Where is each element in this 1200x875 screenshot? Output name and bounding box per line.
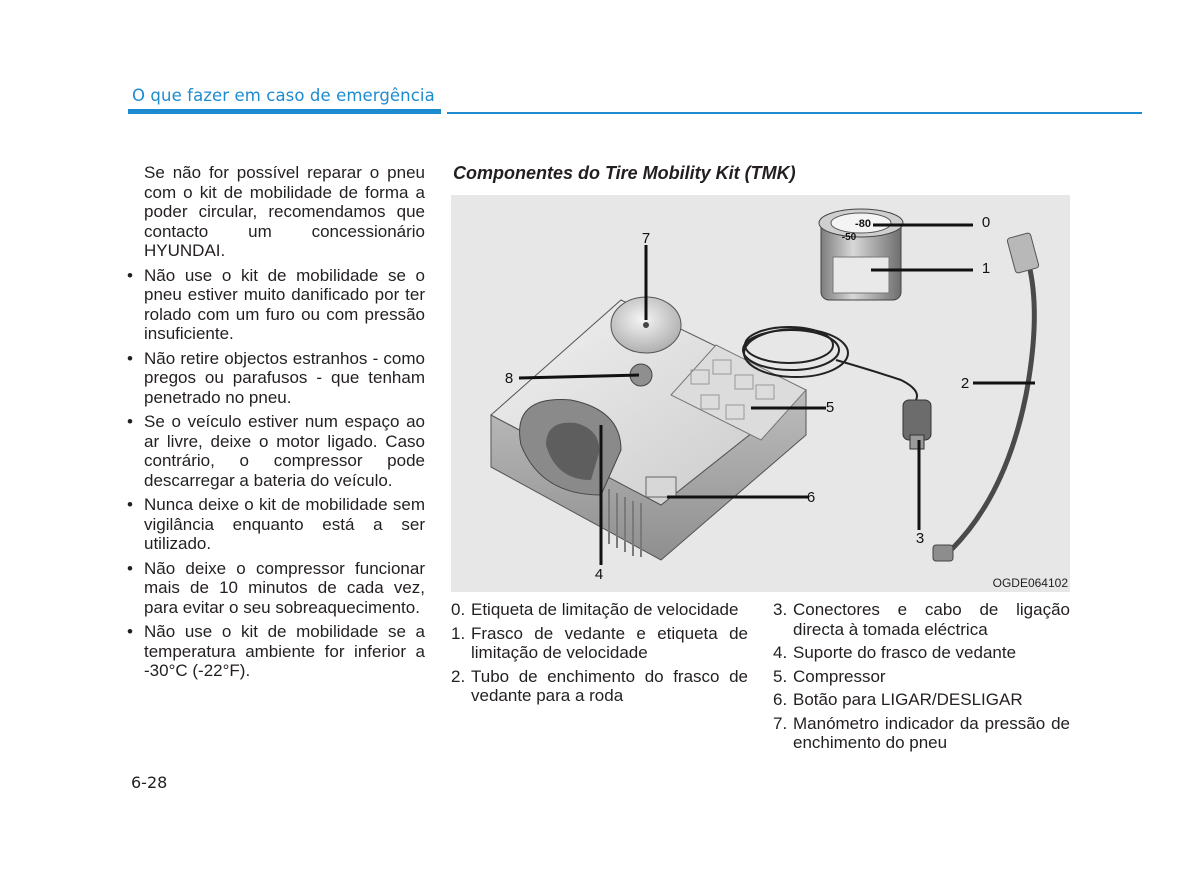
speed-label-text: -80 [855,218,871,230]
list-item-text: Não retire objectos estranhos - como pregos ou parafusos - que tenham penetrado no pneu. [144,348,425,407]
component-item [773,667,1070,687]
list-item-text: Não use o kit de mobilidade se o pneu estiver muito danificado por ter rolado com um furo ou com pressão insuficiente. [144,265,425,343]
intro-paragraph: Se não for possível reparar o pneu com o kit de mobilidade de forma a poder circular, recomendamos que contacto um concessionário HYUNDAI. [144,163,425,260]
callout-4: 4 [594,566,604,583]
list-item-text: Não use o kit de mobilidade se a temperatura ambiente for inferior a -30°C (-22°F). [144,622,425,680]
component-text: Etiqueta de limitação de velocidade [471,600,739,619]
list-item [125,495,425,554]
callout-0: 0 [981,214,991,231]
sealant-bottle [819,209,903,300]
component-number: 6. [773,690,788,709]
callout-8: 8 [504,370,514,387]
header-rule-thick [128,109,441,114]
component-text: Compressor [793,666,886,686]
list-item-text: Se o veículo estiver num espaço ao ar livre, deixe o motor ligado. Caso contrário, o compressor pode descarregar a bateria do veículo. [144,412,425,490]
component-text: Suporte do frasco de vedante [793,643,1017,662]
component-item [451,624,748,663]
component-number: 2. [451,666,466,686]
component-number: 0. [451,600,466,619]
components-list-left [451,600,748,710]
callout-1: 1 [981,260,991,277]
power-connector [903,400,931,449]
speed-label-text: -50 [841,232,857,243]
component-text: Botão para LIGAR/DESLIGAR [793,690,1023,709]
bullet-icon: • [127,558,133,578]
component-number: 1. [451,623,466,643]
page-number: 6-28 [131,773,168,792]
bullet-icon: • [127,495,133,514]
components-list-right [773,600,1070,757]
callout-7: 7 [641,230,651,247]
list-item [125,266,425,344]
figure-code: OGDE064102 [992,576,1068,590]
callout-3: 3 [915,530,925,547]
component-item [451,667,748,706]
component-text: Manómetro indicador da pressão de enchimento do pneu [793,713,1070,752]
component-item [773,714,1070,753]
component-item [773,643,1070,663]
list-item [125,622,425,681]
bullet-icon: • [127,265,133,285]
filling-hose [933,233,1039,561]
component-number: 4. [773,643,788,662]
callout-2: 2 [960,375,970,392]
tmk-illustration [451,195,1070,592]
component-item [451,600,748,620]
list-item [125,412,425,490]
section-title: Componentes do Tire Mobility Kit (TMK) [453,163,796,183]
bullet-icon: • [127,622,133,641]
left-column [125,163,425,686]
callout-6: 6 [806,489,816,506]
component-number: 5. [773,666,788,686]
component-text: Tubo de enchimento do frasco de vedante para a roda [471,666,748,705]
list-item-text: Nunca deixe o kit de mobilidade sem vigilância enquanto está a ser utilizado. [144,495,425,553]
running-header: O que fazer em caso de emergência [132,86,435,105]
component-text: Frasco de vedante e etiqueta de limitação de velocidade [471,623,748,662]
component-text: Conectores e cabo de ligação directa à tomada eléctrica [793,600,1070,639]
component-number: 3. [773,600,788,619]
component-item [773,690,1070,710]
list-item [125,349,425,408]
callout-5: 5 [825,399,835,416]
header-rule-thin [447,112,1142,114]
warning-list [125,266,425,681]
list-item [125,559,425,618]
tmk-figure [451,195,1070,592]
list-item-text: Não deixe o compressor funcionar mais de 10 minutos de cada vez, para evitar o seu sobreaquecimento. [144,558,425,617]
bullet-icon: • [127,348,133,368]
component-item [773,600,1070,639]
bullet-icon: • [127,412,133,431]
component-number: 7. [773,713,788,733]
